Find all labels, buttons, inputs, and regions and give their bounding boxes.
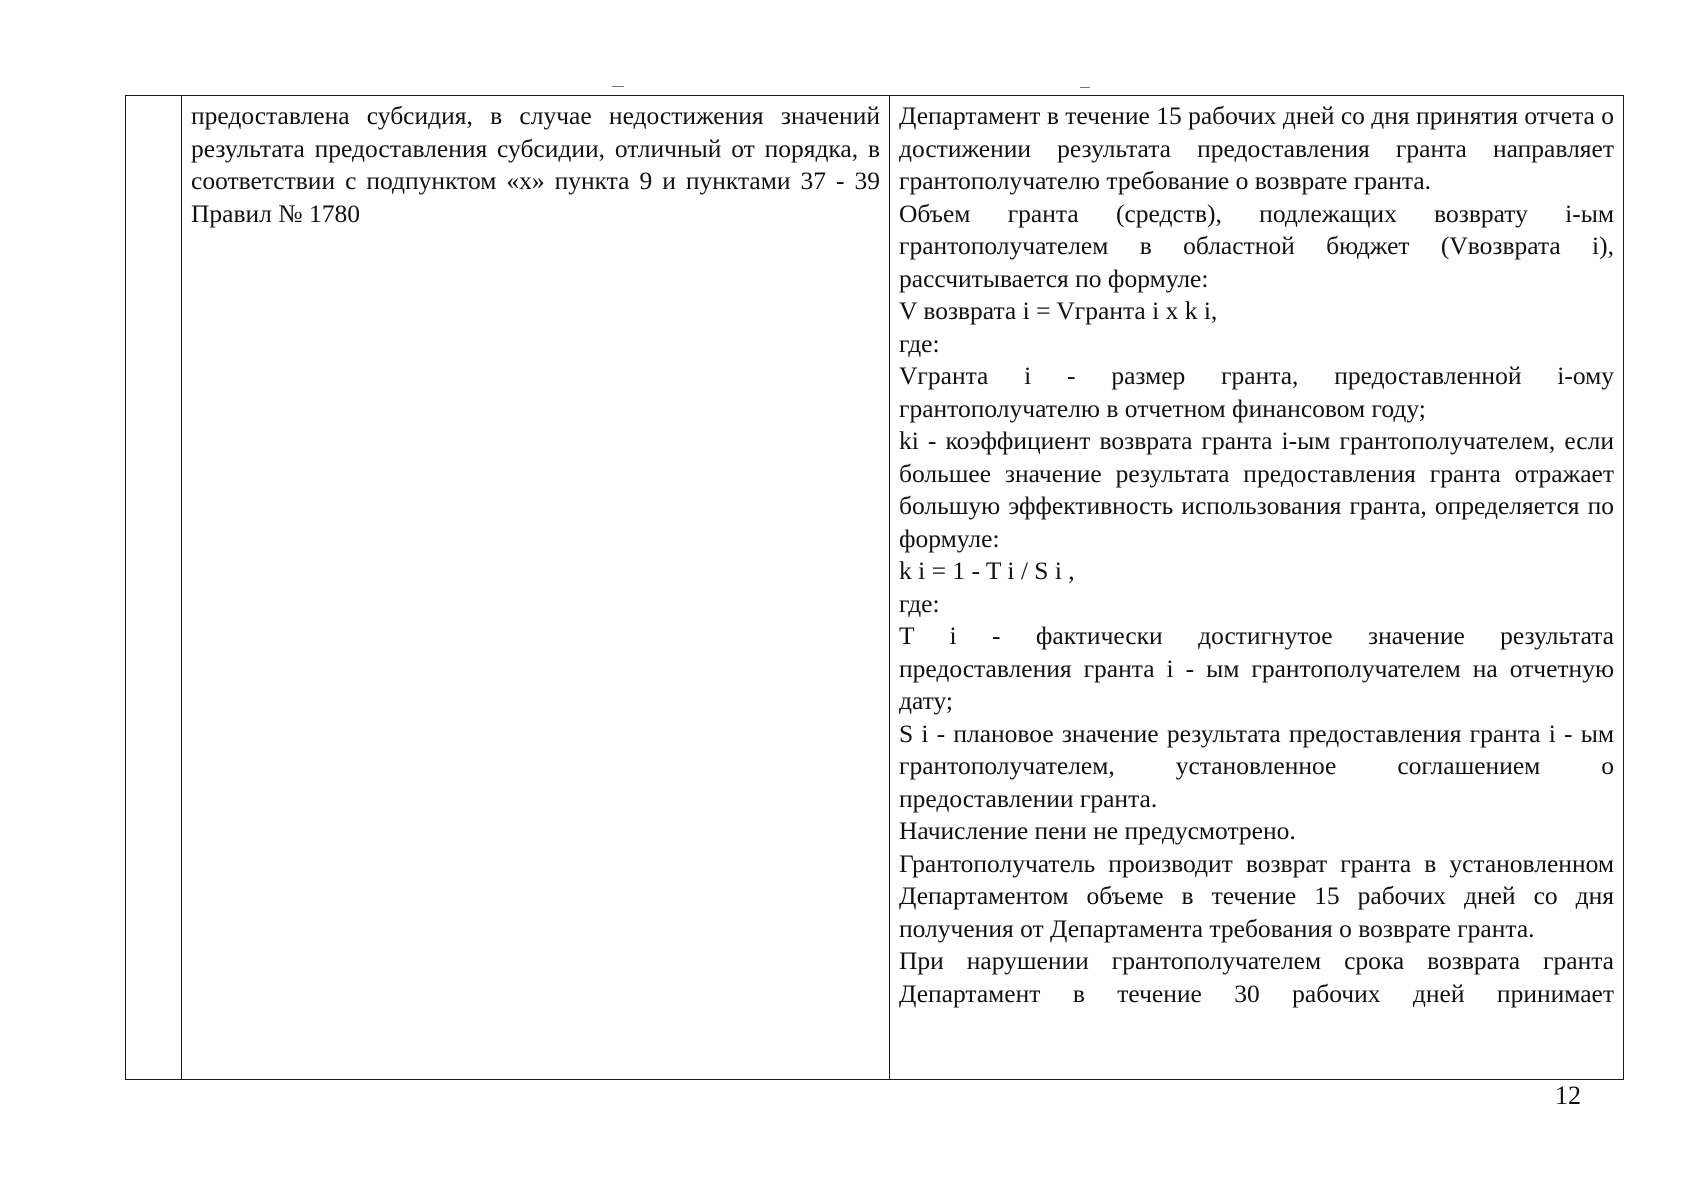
row-number-cell — [126, 96, 182, 1080]
right-cell-text — [890, 96, 1623, 1079]
left-cell — [182, 96, 890, 1080]
left-cell-text — [182, 96, 889, 230]
document-table — [125, 95, 1624, 1080]
right-paragraph-violation: При нарушении грантополучателем срока возврата гранта Департамент в течение 30 рабочих дней принимает — [899, 946, 1614, 1008]
right-paragraph-coefficient: ki - коэффициент возврата гранта i-ым грантополучателем, если большее значение результата предоставления гранта отражает большую эффективность использования гранта, определяется по формуле: — [899, 426, 1614, 553]
right-paragraph-refund-term: Грантополучатель производит возврат гранта в установленном Департаментом объеме в течение 15 рабочих дней со дня получения от Департамента требования о возврате гранта. — [899, 848, 1614, 943]
table-row — [126, 96, 1624, 1080]
right-cell — [890, 96, 1624, 1080]
right-paragraph-volume: Объем гранта (средств), подлежащих возврату i-ым грантополучателем в областной бюджет (Vвозврата i), рассчитывается по формуле: — [899, 198, 1614, 293]
row-number — [126, 96, 181, 100]
right-paragraph-grant-size: Vгранта i - размер гранта, предоставленной i-ому грантополучателю в отчетном финансовом году; — [899, 361, 1614, 423]
formula-coefficient: k i = 1 - T i / S i , — [899, 556, 1075, 585]
scan-artifact-right — [1080, 87, 1090, 88]
where-label: где: — [899, 328, 940, 358]
right-paragraph-demand: Департамент в течение 15 рабочих дней со дня принятия отчета о достижении результата предоставления гранта направляет грантополучателю требование о возврате гранта. — [899, 101, 1614, 195]
right-paragraph-actual-value: T i - фактически достигнутое значение результата предоставления гранта i - ым грантополучателем на отчетную дату; — [899, 621, 1614, 715]
scan-artifact-left — [612, 86, 624, 87]
left-paragraph: предоставлена субсидия, в случае недостижения значений результата предоставления субсидии, отличный от порядка, в соответствии с подпунктом «х» пункта 9 и пунктами 37 - 39 Правил № 1780 — [191, 101, 880, 228]
right-paragraph-penalty: Начисление пени не предусмотрено. — [899, 816, 1296, 845]
page-number: 12 — [1555, 1081, 1581, 1110]
formula-refund: V возврата i = Vгранта i x k i, — [899, 296, 1218, 325]
where-label: где: — [899, 588, 940, 618]
right-paragraph-planned-value: S i - плановое значение результата предоставления гранта i - ым грантополучателем, установленное соглашением о предоставлении гранта. — [899, 718, 1614, 813]
